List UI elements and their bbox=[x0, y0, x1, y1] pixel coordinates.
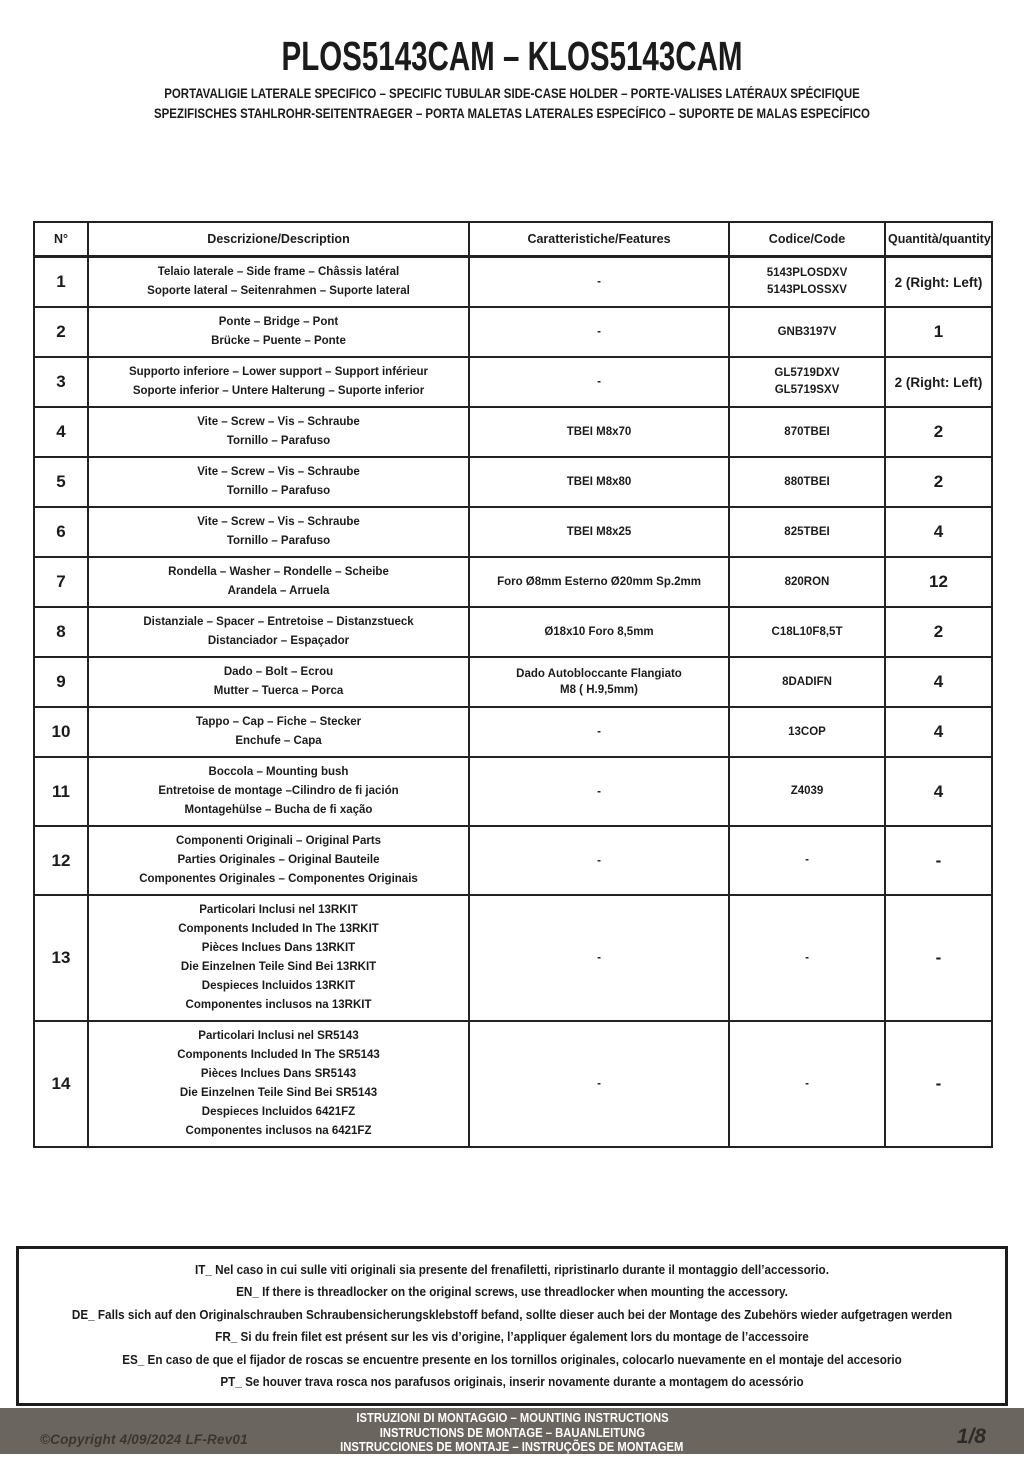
code-line: 880TBEI bbox=[784, 475, 830, 488]
features-cell bbox=[469, 457, 729, 507]
description-line: Despieces Incluidos 13RKIT bbox=[201, 980, 356, 992]
features-line: TBEI M8x25 bbox=[566, 526, 632, 538]
features-line: - bbox=[597, 952, 601, 964]
description-cell bbox=[88, 257, 469, 308]
row-number-cell: 5 bbox=[34, 457, 88, 507]
features-cell bbox=[469, 657, 729, 707]
description-line: Die Einzelnen Teile Sind Bei 13RKIT bbox=[180, 961, 377, 973]
features-cell bbox=[469, 757, 729, 826]
quantity-cell: 4 bbox=[885, 657, 992, 707]
features-cell bbox=[469, 357, 729, 407]
description-line: Parties Originales – Original Bauteile bbox=[177, 854, 380, 866]
description-line: Enchufe – Capa bbox=[235, 735, 322, 747]
footer-instruction-line: INSTRUCCIONES DE MONTAJE – INSTRUÇÕES DE MONTAGEM bbox=[340, 1440, 684, 1455]
row-number-cell: 6 bbox=[34, 507, 88, 557]
code-line: 5143PLOSDXV bbox=[766, 267, 848, 279]
code-cell bbox=[729, 757, 885, 826]
threadlocker-notes-box bbox=[16, 1246, 1008, 1406]
description-line: Mutter – Tuerca – Porca bbox=[213, 685, 344, 697]
row-number-cell: 3 bbox=[34, 357, 88, 407]
row-number-cell: 9 bbox=[34, 657, 88, 707]
features-line: - bbox=[597, 276, 601, 288]
code-cell bbox=[729, 607, 885, 657]
code-cell bbox=[729, 826, 885, 895]
description-line: Componentes inclusos na 6421FZ bbox=[185, 1125, 372, 1137]
features-cell bbox=[469, 1021, 729, 1147]
note-line: DE_ Falls sich auf den Originalschrauben Schraubensicherungsklebstoff befand, sollte dieser auch bei der Montage des Zubehörs wieder aufgetragen werden bbox=[71, 1306, 953, 1322]
row-number-cell: 12 bbox=[34, 826, 88, 895]
description-line: Componenti Originali – Original Parts bbox=[175, 835, 382, 847]
description-line: Soporte inferior – Untere Halterung – Suporte inferior bbox=[132, 385, 425, 397]
features-line: - bbox=[597, 726, 601, 738]
table-row bbox=[34, 257, 992, 308]
description-line: Montagehülse – Bucha de fi xação bbox=[184, 804, 373, 816]
description-cell bbox=[88, 826, 469, 895]
quantity-cell: 4 bbox=[885, 757, 992, 826]
description-line: Brücke – Puente – Ponte bbox=[211, 335, 346, 347]
features-line: - bbox=[597, 785, 601, 798]
code-cell bbox=[729, 307, 885, 357]
row-number-cell: 14 bbox=[34, 1021, 88, 1147]
description-line: Entretoise de montage –Cilindro de fi jación bbox=[158, 785, 399, 797]
code-line: - bbox=[805, 1077, 809, 1090]
features-cell bbox=[469, 895, 729, 1021]
parts-table bbox=[33, 221, 993, 1148]
features-line: Dado Autobloccante Flangiato bbox=[516, 668, 682, 680]
features-line: TBEI M8x70 bbox=[566, 426, 632, 438]
code-cell bbox=[729, 657, 885, 707]
description-cell bbox=[88, 407, 469, 457]
description-cell bbox=[88, 657, 469, 707]
features-cell bbox=[469, 257, 729, 308]
description-line: Componentes inclusos na 13RKIT bbox=[185, 999, 372, 1011]
description-line: Vite – Screw – Vis – Schraube bbox=[197, 516, 360, 528]
description-line: Tornillo – Parafuso bbox=[226, 535, 331, 547]
description-line: Ponte – Bridge – Pont bbox=[218, 316, 339, 328]
row-number-cell: 13 bbox=[34, 895, 88, 1021]
description-line: Dado – Bolt – Ecrou bbox=[223, 666, 334, 678]
page-title: PLOS5143CAM – KLOS5143CAM bbox=[281, 33, 743, 79]
note-line: PT_ Se houver trava rosca nos parafusos originais, inserir novamente durante a montagem do acessório bbox=[220, 1374, 804, 1389]
code-cell bbox=[729, 257, 885, 308]
quantity-cell: 2 bbox=[885, 457, 992, 507]
column-header-0: N° bbox=[34, 222, 88, 257]
description-line: Vite – Screw – Vis – Schraube bbox=[197, 466, 360, 478]
description-line: Despieces Incluidos 6421FZ bbox=[201, 1106, 356, 1118]
note-line: FR_ Si du frein filet est présent sur les vis d’origine, l’appliquer également lors du montage de l’accessoire bbox=[215, 1329, 809, 1344]
features-line: - bbox=[597, 854, 601, 867]
features-line: M8 ( H.9,5mm) bbox=[560, 684, 638, 696]
code-cell bbox=[729, 1021, 885, 1147]
table-row bbox=[34, 707, 992, 757]
note-line: ES_ En caso de que el fijador de roscas se encuentre presente en los tornillos originales, colocarlo nuevamente en el montaje del accesorio bbox=[122, 1351, 902, 1367]
row-number-cell: 7 bbox=[34, 557, 88, 607]
features-cell bbox=[469, 407, 729, 457]
code-line: 8DADIFN bbox=[782, 675, 832, 688]
description-cell bbox=[88, 757, 469, 826]
description-line: Die Einzelnen Teile Sind Bei SR5143 bbox=[179, 1087, 378, 1099]
code-line: 820RON bbox=[784, 575, 830, 588]
table-row bbox=[34, 826, 992, 895]
description-line: Rondella – Washer – Rondelle – Scheibe bbox=[168, 566, 389, 578]
page-subtitle-line2: SPEZIFISCHES STAHLROHR-SEITENTRAEGER – PORTA MALETAS LATERALES ESPECÍFICO – SUPORTE DE MALAS ESPECÍFICO bbox=[154, 105, 870, 121]
code-line: 13COP bbox=[788, 725, 826, 738]
copyright-text: ©Copyright 4/09/2024 LF-Rev01 bbox=[40, 1432, 248, 1447]
row-number-cell: 1 bbox=[34, 257, 88, 308]
quantity-cell: - bbox=[885, 895, 992, 1021]
quantity-cell: 12 bbox=[885, 557, 992, 607]
description-line: Vite – Screw – Vis – Schraube bbox=[197, 416, 360, 428]
description-line: Arandela – Arruela bbox=[227, 585, 330, 597]
description-line: Distanciador – Espaçador bbox=[207, 635, 350, 647]
quantity-cell: - bbox=[885, 826, 992, 895]
features-cell bbox=[469, 707, 729, 757]
code-line: 825TBEI bbox=[784, 525, 830, 538]
code-cell bbox=[729, 707, 885, 757]
table-row bbox=[34, 757, 992, 826]
table-row bbox=[34, 895, 992, 1021]
description-cell bbox=[88, 607, 469, 657]
quantity-cell: 1 bbox=[885, 307, 992, 357]
features-line: Foro Ø8mm Esterno Ø20mm Sp.2mm bbox=[497, 576, 701, 588]
features-cell bbox=[469, 307, 729, 357]
quantity-cell: 2 (Right: Left) bbox=[885, 257, 992, 308]
table-row bbox=[34, 407, 992, 457]
row-number-cell: 8 bbox=[34, 607, 88, 657]
table-row bbox=[34, 507, 992, 557]
column-header-3: Codice/Code bbox=[729, 222, 885, 257]
description-line: Components Included In The 13RKIT bbox=[178, 923, 379, 935]
footer-bar bbox=[0, 1408, 1024, 1454]
description-line: Distanziale – Spacer – Entretoise – Distanzstueck bbox=[143, 616, 414, 628]
code-line: Z4039 bbox=[790, 785, 824, 797]
features-line: - bbox=[597, 1078, 601, 1090]
code-line: - bbox=[805, 854, 809, 866]
description-line: Pièces Inclues Dans 13RKIT bbox=[201, 942, 356, 954]
footer-instruction-line: INSTRUCTIONS DE MONTAGE – BAUANLEITUNG bbox=[379, 1425, 645, 1440]
code-line: GL5719SXV bbox=[774, 384, 840, 396]
code-line: 870TBEI bbox=[784, 425, 830, 438]
features-line: TBEI M8x80 bbox=[566, 476, 632, 488]
features-cell bbox=[469, 607, 729, 657]
description-line: Tornillo – Parafuso bbox=[226, 485, 331, 497]
table-row bbox=[34, 1021, 992, 1147]
features-cell bbox=[469, 826, 729, 895]
description-cell bbox=[88, 557, 469, 607]
code-line: GNB3197V bbox=[777, 325, 837, 338]
quantity-cell: 2 bbox=[885, 607, 992, 657]
quantity-cell: 4 bbox=[885, 507, 992, 557]
page-subtitle-line1: PORTAVALIGIE LATERALE SPECIFICO – SPECIFIC TUBULAR SIDE-CASE HOLDER – PORTE-VALISES LATÉRAUX SPÉCIFIQUE bbox=[164, 86, 860, 101]
features-line: - bbox=[597, 376, 601, 388]
code-cell bbox=[729, 557, 885, 607]
row-number-cell: 11 bbox=[34, 757, 88, 826]
row-number-cell: 2 bbox=[34, 307, 88, 357]
description-line: Supporto inferiore – Lower support – Support inférieur bbox=[128, 366, 429, 378]
description-line: Particolari Inclusi nel SR5143 bbox=[198, 1030, 359, 1042]
description-line: Componentes Originales – Componentes Originais bbox=[139, 873, 418, 885]
code-cell bbox=[729, 507, 885, 557]
page-number: 1/8 bbox=[956, 1425, 986, 1448]
table-row bbox=[34, 357, 992, 407]
description-line: Pièces Inclues Dans SR5143 bbox=[200, 1068, 357, 1080]
description-cell bbox=[88, 707, 469, 757]
description-line: Telaio laterale – Side frame – Châssis latéral bbox=[157, 266, 400, 278]
table-row bbox=[34, 607, 992, 657]
description-cell bbox=[88, 1021, 469, 1147]
quantity-cell: 4 bbox=[885, 707, 992, 757]
quantity-cell: 2 (Right: Left) bbox=[885, 357, 992, 407]
note-line: IT_ Nel caso in cui sulle viti originali sia presente del frenafiletti, ripristinarlo durante il montaggio dell’accessorio. bbox=[195, 1261, 829, 1277]
parts-table-body bbox=[34, 257, 992, 1148]
code-cell bbox=[729, 895, 885, 1021]
column-header-4: Quantità/quantity bbox=[885, 222, 992, 257]
table-row bbox=[34, 457, 992, 507]
row-number-cell: 4 bbox=[34, 407, 88, 457]
description-cell bbox=[88, 457, 469, 507]
footer-instruction-line: ISTRUZIONI DI MONTAGGIO – MOUNTING INSTRUCTIONS bbox=[355, 1411, 669, 1426]
code-cell bbox=[729, 457, 885, 507]
row-number-cell: 10 bbox=[34, 707, 88, 757]
description-cell bbox=[88, 895, 469, 1021]
code-line: 5143PLOSSXV bbox=[767, 284, 847, 296]
code-cell bbox=[729, 407, 885, 457]
features-cell bbox=[469, 557, 729, 607]
note-line: EN_ If there is threadlocker on the original screws, use threadlocker when mounting the accessory. bbox=[236, 1284, 788, 1299]
quantity-cell: - bbox=[885, 1021, 992, 1147]
description-line: Tornillo – Parafuso bbox=[226, 435, 331, 447]
table-row bbox=[34, 307, 992, 357]
features-cell bbox=[469, 507, 729, 557]
table-row bbox=[34, 557, 992, 607]
description-line: Soporte lateral – Seitenrahmen – Suporte lateral bbox=[147, 285, 410, 297]
features-line: Ø18x10 Foro 8,5mm bbox=[544, 626, 654, 638]
table-row bbox=[34, 657, 992, 707]
description-line: Boccola – Mounting bush bbox=[208, 766, 349, 778]
code-line: GL5719DXV bbox=[774, 367, 840, 379]
description-cell bbox=[88, 357, 469, 407]
code-line: - bbox=[805, 951, 809, 964]
description-cell bbox=[88, 307, 469, 357]
column-header-2: Caratteristiche/Features bbox=[469, 222, 729, 257]
features-line: - bbox=[597, 326, 601, 338]
description-line: Components Included In The SR5143 bbox=[177, 1049, 380, 1061]
parts-table-header-row bbox=[34, 222, 992, 257]
quantity-cell: 2 bbox=[885, 407, 992, 457]
code-cell bbox=[729, 357, 885, 407]
description-line: Tappo – Cap – Fiche – Stecker bbox=[195, 716, 362, 728]
description-cell bbox=[88, 507, 469, 557]
document-header bbox=[0, 33, 1024, 121]
code-line: C18L10F8,5T bbox=[771, 625, 843, 638]
column-header-1: Descrizione/Description bbox=[88, 222, 469, 257]
description-line: Particolari Inclusi nel 13RKIT bbox=[199, 904, 358, 916]
